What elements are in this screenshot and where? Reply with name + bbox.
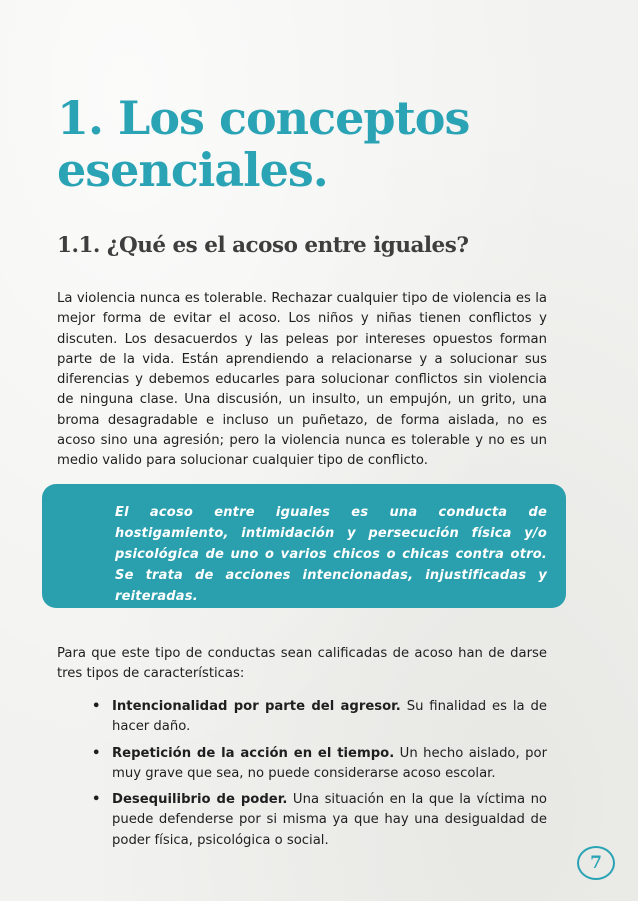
section-title bbox=[57, 92, 597, 196]
list-item bbox=[92, 697, 547, 738]
bullet-icon: • bbox=[92, 792, 101, 808]
definition-text: El acoso entre iguales es una conducta de hostigamiento, intimidación y persecución física y/o psicológica de uno o varios chicos o chicas contra otro. Se trata de acciones intencionadas, injustificadas y reiteradas. bbox=[115, 505, 547, 604]
characteristics-list bbox=[92, 697, 547, 857]
characteristics-intro: Para que este tipo de conductas sean calificadas de acoso han de darse tres tipos de características: bbox=[57, 646, 547, 682]
list-item bbox=[92, 744, 547, 785]
list-item-text: Su finalidad es la de hacer daño. bbox=[112, 699, 547, 735]
bullet-icon: • bbox=[92, 745, 101, 761]
definition-callout bbox=[42, 484, 566, 608]
section-title-line2: esenciales. bbox=[57, 143, 328, 197]
subsection-title: 1.1. ¿Qué es el acoso entre iguales? bbox=[57, 233, 469, 258]
section-title-line1: 1. Los conceptos bbox=[57, 91, 470, 145]
intro-paragraph: La violencia nunca es tolerable. Rechazar cualquier tipo de violencia es la mejor forma de evitar el acoso. Los niños y niñas tienen conflictos y discuten. Los desacuerdos y las peleas por intereses opuestos forman parte de la vida. Están aprendiendo a relacionarse y a solucionar sus diferencias y debemos educarles para solucionar conflictos sin violencia de ninguna clase. Una discusión, un insulto, un empujón, un grito, una broma desagradable e incluso un puñetazo, de forma aislada, no es acoso sino una agresión; pero la violencia nunca es tolerable y no es un medio valido para solucionar cualquier tipo de conflicto. bbox=[57, 291, 547, 469]
list-item-text: Un hecho aislado, por muy grave que sea, no puede considerarse acoso escolar. bbox=[112, 745, 547, 781]
list-item bbox=[92, 790, 547, 851]
page-number: 7 bbox=[590, 853, 602, 873]
list-item-title: Intencionalidad por parte del agresor. bbox=[112, 699, 401, 714]
list-item-title: Desequilibrio de poder. bbox=[112, 792, 288, 808]
list-item-text: Una situación en la que la víctima no puede defenderse por si misma ya que hay una desigualdad de poder física, psicológica o social. bbox=[112, 792, 548, 848]
list-item-title: Repetición de la acción en el tiempo. bbox=[112, 745, 395, 761]
bullet-icon: • bbox=[92, 699, 101, 714]
page-number-badge bbox=[577, 846, 615, 880]
